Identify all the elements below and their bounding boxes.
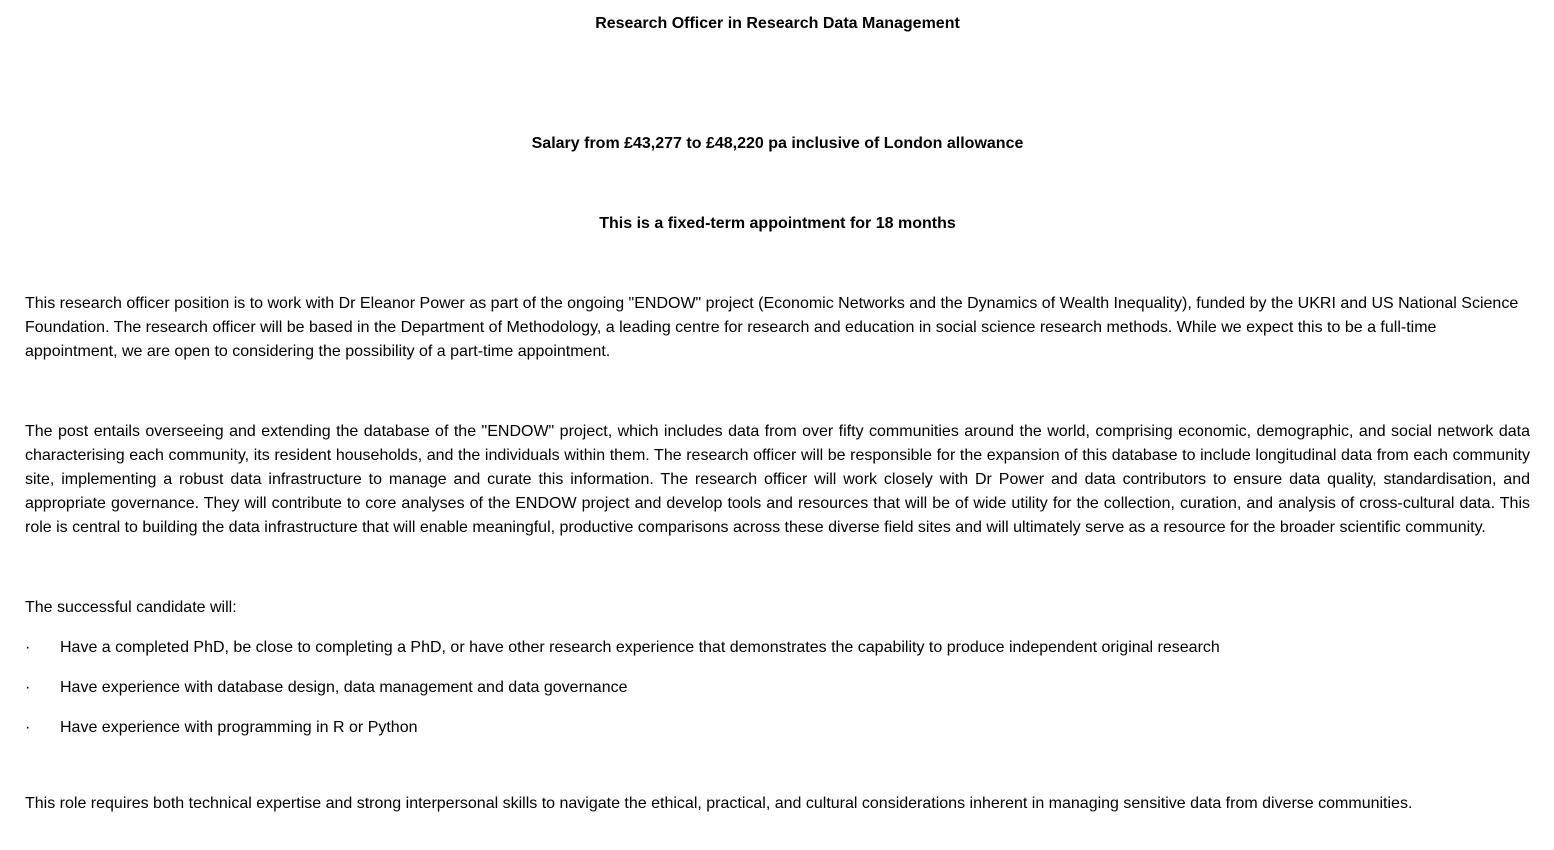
closing-paragraph: This role requires both technical expertise and strong interpersonal skills to navigate the ethical, practical, and cultural considerations inherent in managing sensitive data from diverse communities. bbox=[25, 795, 1413, 812]
fixed-term-heading: This is a fixed-term appointment for 18 months bbox=[599, 215, 956, 232]
bullet-marker: · bbox=[25, 719, 31, 736]
post-details-paragraph: The post entails overseeing and extending the database of the "ENDOW" project, which includes data from over fifty communities around the world, comprising economic, demographic, and social network data characterising each community, its resident households, and the individuals within them. The research officer will be responsible for the expansion of this database to include longitudinal data from each community site, implementing a robust data infrastructure to manage and curate this information. The research officer will work closely with Dr Power and data contributors to ensure data quality, standardisation, and appropriate governance. They will contribute to core analyses of the ENDOW project and develop tools and resources that will be of wide utility for the collection, curation, and analysis of cross-cultural data. This role is central to building the data infrastructure that will enable meaningful, productive comparisons across these diverse field sites and will ultimately serve as a resource for the broader scientific community. bbox=[25, 423, 1530, 536]
bullet-marker: · bbox=[25, 679, 31, 696]
intro-paragraph: This research officer position is to work with Dr Eleanor Power as part of the ongoing "ENDOW" project (Economic Networks and the Dynamics of Wealth Inequality), funded by the UKRI and US National Science Foundation. The research officer will be based in the Department of Methodology, a leading centre for research and education in social science research methods. While we expect this to be a full-time appointment, we are open to considering the possibility of a part-time appointment. bbox=[25, 295, 1519, 360]
list-item bbox=[25, 636, 1530, 660]
bullet-marker: · bbox=[25, 639, 31, 656]
list-item bbox=[25, 676, 1530, 700]
list-item bbox=[25, 716, 1530, 740]
salary-heading: Salary from £43,277 to £48,220 pa inclusive of London allowance bbox=[531, 135, 1024, 152]
candidate-list-intro: The successful candidate will: bbox=[25, 599, 237, 616]
list-item-text: Have experience with programming in R or Python bbox=[60, 719, 418, 736]
list-item-text: Have experience with database design, data management and data governance bbox=[60, 679, 628, 696]
job-title: Research Officer in Research Data Management bbox=[595, 15, 960, 32]
list-item-text: Have a completed PhD, be close to completing a PhD, or have other research experience that demonstrates the capability to produce independent original research bbox=[60, 639, 1220, 656]
